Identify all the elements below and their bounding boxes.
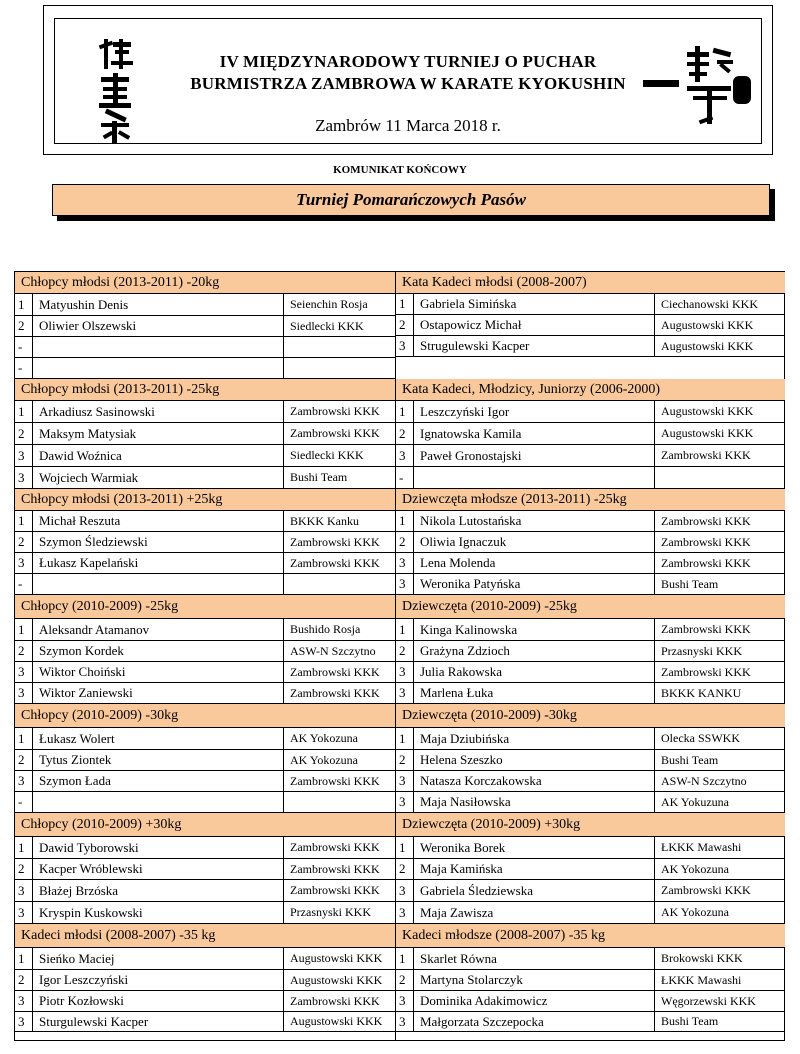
club-name: Olecka SSWKK [654,728,785,749]
club-name: ŁKKK Mawashi [654,837,785,858]
category-header: Dziewczęta (2010-2009) -25kg [396,595,785,619]
place-number: 3 [396,445,414,466]
competitor-name [33,574,39,594]
club-name: Przasnyski KKK [283,902,395,923]
club-name: Augustowski KKK [654,401,785,422]
competitor-name: Martyna Stolarczyk [420,972,523,987]
result-row [396,902,785,924]
competitor-name: Maksym Matysiak [39,425,137,441]
club-name: Węgorzewski KKK [654,991,785,1011]
competitor-name: Weronika Borek [420,839,506,855]
competitor-name: Kinga Kalinowska [420,621,518,637]
place-number: 2 [15,859,33,879]
club-name: Siedlecki KKK [283,316,395,336]
result-row [396,445,785,467]
place-number: 2 [396,750,414,770]
competitor-name: Maja Kamińska [420,861,503,876]
result-row [396,294,785,315]
category-header: Chłopcy (2010-2009) -30kg [15,704,395,728]
result-row [396,574,785,595]
place-number: 1 [15,728,33,749]
club-name: Siedlecki KKK [283,445,395,466]
club-name: Augustowski KKK [654,423,785,444]
club-name: Augustowski KKK [654,315,785,335]
competitor-name: Julia Rakowska [420,664,502,679]
result-row [396,619,785,641]
club-name: Zambrowski KKK [283,880,395,901]
competitor-name: Maja Nasiłowska [420,794,511,809]
place-number: - [15,337,33,357]
club-name: BKKK KANKU [654,683,785,703]
result-row [396,532,785,553]
competitor-name: Dawid Tyborowski [39,839,139,855]
category-header: Chłopcy (2010-2009) -25kg [15,595,395,619]
club-name: Zambrowski KKK [283,401,395,422]
competitor-name: Szymon Łada [39,773,111,788]
club-name: Bushido Rosja [283,619,395,640]
place-number: 3 [396,771,414,791]
result-row [15,837,395,859]
result-row [396,662,785,683]
competitor-name: Szymon Śledziewski [39,534,148,549]
place-number: 1 [396,728,414,749]
result-row [396,837,785,859]
competitor-name: Gabriela Śledziewska [420,882,533,898]
competitor-name: Sturgulewski Kacper [39,1013,149,1029]
place-number: 1 [396,619,414,640]
place-number: 2 [15,641,33,661]
result-row [396,683,785,704]
place-number: 1 [15,619,33,640]
competitor-name: Błażej Brzóska [39,882,119,898]
result-row [15,880,395,902]
club-name: Zambrowski KKK [654,880,785,901]
competitor-name: Natasza Korczakowska [420,773,542,788]
category-header: Dziewczęta młodsze (2013-2011) -25kg [396,489,785,511]
result-row [15,948,395,970]
place-number: 3 [396,902,414,923]
club-name: Augustowski KKK [283,1012,395,1031]
result-row [15,991,395,1012]
competitor-name: Wiktor Zaniewski [39,685,133,700]
competitor-name: Aleksandr Atamanov [39,621,150,637]
tournament-title-line-1: IV MIĘDZYNARODOWY TURNIEJ O PUCHAR [219,52,597,71]
club-name: Zambrowski KKK [283,553,395,573]
result-row [15,445,395,467]
result-row [15,423,395,445]
place-number: 3 [396,574,414,594]
place-number: 3 [15,553,33,573]
result-row [15,574,395,595]
place-number: - [15,792,33,812]
result-row [15,859,395,880]
category-header: Kata Kadeci, Młodzicy, Juniorzy (2006-2000) [396,379,785,401]
place-number: - [396,467,414,488]
club-name: ŁKKK Mawashi [654,970,785,990]
competitor-name: Marlena Łuka [420,685,494,700]
result-row [396,991,785,1012]
result-row [396,315,785,336]
ichigeki-kanji-icon [643,46,753,126]
header-box [43,5,773,155]
result-row [15,294,395,316]
result-row [15,750,395,771]
club-name: Zambrowski KKK [283,771,395,791]
result-row [15,771,395,792]
result-row [15,902,395,924]
result-row [15,337,395,358]
place-number: 1 [396,948,414,969]
place-number: 1 [396,837,414,858]
competitor-name [33,337,39,357]
results-left-column [15,272,395,1040]
competitor-name: Kacper Wróblewski [39,861,143,876]
club-name: AK Yokozuna [654,859,785,879]
place-number: 3 [396,336,414,356]
result-row [15,619,395,641]
club-name: Zambrowski KKK [283,532,395,552]
competitor-name: Ostapowicz Michał [420,317,522,332]
result-row [15,970,395,991]
club-name: Zambrowski KKK [654,553,785,573]
club-name [283,337,395,357]
result-row [15,358,395,379]
result-row [396,467,785,489]
competitor-name: Grażyna Zdzioch [420,643,510,658]
place-number: 2 [15,750,33,770]
place-number: 3 [396,683,414,703]
club-name: Zambrowski KKK [654,445,785,466]
place-number: 3 [15,467,33,488]
result-row [15,401,395,423]
club-name: Zambrowski KKK [654,511,785,531]
place-number: 2 [15,532,33,552]
category-header: Dziewczęta (2010-2009) -30kg [396,704,785,728]
result-row [15,532,395,553]
place-number: 1 [15,401,33,422]
place-number: 3 [396,553,414,573]
tournament-title-line-2: BURMISTRZA ZAMBROWA W KARATE KYOKUSHIN [190,74,626,93]
category-header: Kadeci młodsi (2008-2007) -35 kg [15,924,395,948]
final-communique-label: KOMUNIKAT KOŃCOWY [333,164,467,176]
competitor-name: Kryspin Kuskowski [39,904,143,920]
club-name: Zambrowski KKK [283,423,395,444]
club-name [283,574,395,594]
competitor-name: Leszczyński Igor [420,403,510,419]
result-row [396,728,785,750]
result-row [396,641,785,662]
result-row [396,401,785,423]
competitor-name [414,467,420,488]
club-name [283,358,395,378]
place-number: 2 [396,532,414,552]
competitor-name: Dawid Woźnica [39,447,122,463]
result-row [396,859,785,880]
result-row [15,792,395,813]
place-number: 3 [15,880,33,901]
place-number: 3 [15,902,33,923]
place-number: 1 [396,511,414,531]
result-row [396,336,785,357]
club-name: Zambrowski KKK [654,619,785,640]
result-row [396,880,785,902]
club-name: ASW-N Szczytno [283,641,395,661]
competitor-name: Maja Dziubińska [420,730,510,746]
place-number: - [15,358,33,378]
competitor-name: Arkadiusz Sasinowski [39,403,155,419]
place-number: 3 [15,445,33,466]
club-name: Augustowski KKK [283,948,395,969]
place-number: 3 [396,991,414,1011]
result-row [15,1012,395,1032]
result-row [396,948,785,970]
category-header: Chłopcy młodsi (2013-2011) -25kg [15,379,395,401]
results-table [14,271,785,1041]
club-name: Ciechanowski KKK [654,294,785,314]
club-name: Przasnyski KKK [654,641,785,661]
place-number: 2 [396,641,414,661]
competitor-name: Skarlet Równa [420,950,497,966]
club-name: AK Yokuzuna [654,792,785,812]
category-header: Chłopcy młodsi (2013-2011) +25kg [15,489,395,511]
competitor-name: Strugulewski Kacper [420,338,530,353]
competitor-name: Wojciech Warmiak [39,469,139,485]
competitor-name: Wiktor Choiński [39,664,126,679]
club-name: BKKK Kanku [283,511,395,531]
result-row [15,728,395,750]
result-row [396,750,785,771]
competitor-name: Weronika Patyńska [420,576,521,591]
place-number: - [15,574,33,594]
place-date: Zambrów 11 Marca 2018 r. [315,116,501,135]
club-name: Zambrowski KKK [283,991,395,1011]
competitor-name: Oliwier Olszewski [39,318,137,333]
place-number: 3 [396,1012,414,1031]
club-name: Bushi Team [654,750,785,770]
place-number: 3 [15,991,33,1011]
competitor-name: Nikola Lutostańska [420,513,522,528]
category-header: Chłopcy (2010-2009) +30kg [15,813,395,837]
place-number: 3 [15,683,33,703]
club-name: Zambrowski KKK [283,683,395,703]
club-name: Bushi Team [654,574,785,594]
result-row [396,1012,785,1032]
result-row [15,316,395,337]
place-number: 1 [15,948,33,969]
club-name: Zambrowski KKK [654,662,785,682]
place-number: 1 [15,294,33,315]
competitor-name: Szymon Kordek [39,643,124,658]
place-number: 3 [15,1012,33,1031]
club-name: Augustowski KKK [654,336,785,356]
competitor-name: Helena Szeszko [420,752,503,767]
place-number: 3 [396,880,414,901]
club-name [283,792,395,812]
club-name: Augustowski KKK [283,970,395,990]
club-name: Zambrowski KKK [654,532,785,552]
tournament-banner [52,184,782,224]
competitor-name: Dominika Adakimowicz [420,993,548,1008]
place-number: 1 [15,511,33,531]
place-number: 2 [396,315,414,335]
competitor-name: Piotr Kozłowski [39,993,124,1008]
competitor-name: Michał Reszuta [39,513,121,528]
place-number: 3 [396,662,414,682]
club-name [654,467,785,488]
place-number: 1 [396,294,414,314]
place-number: 2 [396,423,414,444]
result-row [396,553,785,574]
result-row [15,683,395,704]
place-number: 1 [396,401,414,422]
club-name: Zambrowski KKK [283,837,395,858]
place-number: 2 [15,970,33,990]
competitor-name: Małgorzata Szczepocka [420,1013,544,1029]
category-header: Kadeci młodsze (2008-2007) -35 kg [396,924,785,948]
club-name: AK Yokozuna [654,902,785,923]
place-number: 3 [15,771,33,791]
result-row [15,553,395,574]
result-row [396,511,785,532]
result-row [15,641,395,662]
result-row [396,792,785,813]
club-name: Bushi Team [283,467,395,488]
header-inner-frame [54,18,762,144]
place-number: 3 [396,792,414,812]
place-number: 2 [396,970,414,990]
place-number: 1 [15,837,33,858]
competitor-name [33,792,39,812]
result-row [396,970,785,991]
competitor-name: Oliwia Ignaczuk [420,534,507,549]
result-row [396,423,785,445]
place-number: 2 [15,423,33,444]
competitor-name: Maja Zawisza [420,904,494,920]
place-number: 3 [15,662,33,682]
place-number: 2 [396,859,414,879]
competitor-name: Łukasz Kapelański [39,555,139,570]
competitor-name: Matyushin Denis [39,296,129,312]
competitor-name: Tytus Ziontek [39,752,112,767]
club-name: AK Yokozuna [283,728,395,749]
competitor-name: Ignatowska Kamila [420,425,522,441]
competitor-name: Lena Molenda [420,555,496,570]
competitor-name: Sieńko Maciej [39,950,115,966]
club-name: AK Yokozuna [283,750,395,770]
competitor-name: Paweł Gronostajski [420,447,522,463]
club-name: Seienchin Rosja [283,294,395,315]
result-row [396,771,785,792]
competitor-name [33,358,39,378]
club-name: Brokowski KKK [654,948,785,969]
result-row [15,511,395,532]
category-header: Kata Kadeci młodsi (2008-2007) [396,272,785,294]
result-row [15,662,395,683]
category-header: Chłopcy młodsi (2013-2011) -20kg [15,272,395,294]
club-name: Bushi Team [654,1012,785,1031]
competitor-name: Łukasz Wolert [39,730,115,746]
result-row [15,467,395,489]
club-name: Zambrowski KKK [283,859,395,879]
place-number: 2 [15,316,33,336]
results-right-column [395,272,785,1040]
category-header: Dziewczęta (2010-2009) +30kg [396,813,785,837]
competitor-name: Gabriela Simińska [420,296,517,311]
competitor-name: Igor Leszczyński [39,972,129,987]
club-name: ASW-N Szczytno [654,771,785,791]
club-name: Zambrowski KKK [283,662,395,682]
banner-title: Turniej Pomarańczowych Pasów [52,184,770,216]
